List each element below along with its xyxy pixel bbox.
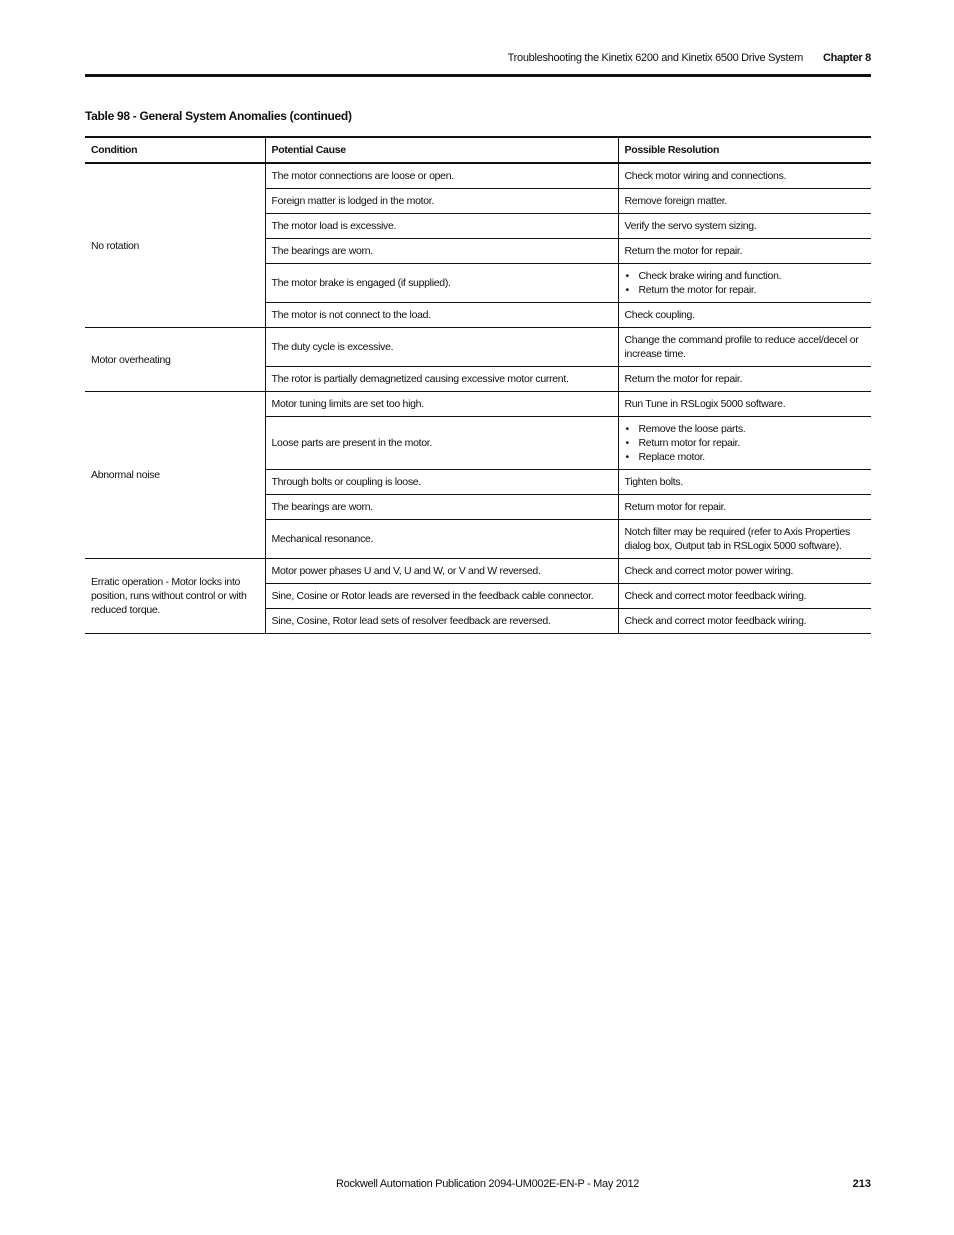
resolution-bullet-list xyxy=(625,422,866,464)
table-title: Table 98 - General System Anomalies (continued) xyxy=(85,109,352,123)
resolution-bullet: • Return the motor for repair. xyxy=(625,283,866,297)
cause-cell: The motor is not connect to the load. xyxy=(265,303,618,328)
anomalies-table xyxy=(85,136,871,634)
cause-cell: The bearings are worn. xyxy=(265,239,618,264)
table-row xyxy=(85,328,871,367)
resolution-bullet: • Return motor for repair. xyxy=(625,436,866,450)
resolution-cell: Check coupling. xyxy=(618,303,871,328)
page-number: 213 xyxy=(852,1178,871,1190)
resolution-cell: Check motor wiring and connections. xyxy=(618,163,871,189)
condition-cell: Erratic operation - Motor locks into position, runs without control or with reduced torque. xyxy=(85,559,265,634)
resolution-cell: Check and correct motor power wiring. xyxy=(618,559,871,584)
condition-cell: Motor overheating xyxy=(85,328,265,392)
header-chapter: Chapter 8 xyxy=(822,52,871,64)
resolution-bullet: • Replace motor. xyxy=(625,450,866,464)
cause-cell: Through bolts or coupling is loose. xyxy=(265,470,618,495)
cause-cell: Mechanical resonance. xyxy=(265,520,618,559)
cause-cell: The bearings are worn. xyxy=(265,495,618,520)
resolution-cell: Return the motor for repair. xyxy=(618,239,871,264)
resolution-cell: Check and correct motor feedback wiring. xyxy=(618,584,871,609)
resolution-cell: Return the motor for repair. xyxy=(618,367,871,392)
cause-cell: Loose parts are present in the motor. xyxy=(265,417,618,470)
cause-cell: Foreign matter is lodged in the motor. xyxy=(265,189,618,214)
cause-cell: Sine, Cosine or Rotor leads are reversed in the feedback cable connector. xyxy=(265,584,618,609)
column-header-cause: Potential Cause xyxy=(265,137,618,163)
table-header-row xyxy=(85,137,871,163)
running-header xyxy=(85,52,871,70)
column-header-resolution: Possible Resolution xyxy=(618,137,871,163)
footer-publication: Rockwell Automation Publication 2094-UM002E-EN-P - May 2012 xyxy=(336,1178,640,1190)
resolution-cell: Run Tune in RSLogix 5000 software. xyxy=(618,392,871,417)
cause-cell: The motor brake is engaged (if supplied). xyxy=(265,264,618,303)
resolution-bullet: • Remove the loose parts. xyxy=(625,422,866,436)
cause-cell: Motor tuning limits are set too high. xyxy=(265,392,618,417)
condition-cell: No rotation xyxy=(85,163,265,328)
resolution-cell: Check and correct motor feedback wiring. xyxy=(618,609,871,634)
resolution-cell xyxy=(618,417,871,470)
resolution-cell xyxy=(618,264,871,303)
resolution-cell: Remove foreign matter. xyxy=(618,189,871,214)
cause-cell: The rotor is partially demagnetized causing excessive motor current. xyxy=(265,367,618,392)
header-rule xyxy=(85,74,871,77)
cause-cell: Motor power phases U and V, U and W, or V and W reversed. xyxy=(265,559,618,584)
table-row xyxy=(85,559,871,584)
cause-cell: The duty cycle is excessive. xyxy=(265,328,618,367)
cause-cell: The motor load is excessive. xyxy=(265,214,618,239)
resolution-bullet-list xyxy=(625,269,866,297)
cause-cell: The motor connections are loose or open. xyxy=(265,163,618,189)
resolution-bullet: • Check brake wiring and function. xyxy=(625,269,866,283)
resolution-cell: Tighten bolts. xyxy=(618,470,871,495)
column-header-condition: Condition xyxy=(85,137,265,163)
resolution-cell: Notch filter may be required (refer to Axis Properties dialog box, Output tab in RSLogix 5000 software). xyxy=(618,520,871,559)
header-section-title: Troubleshooting the Kinetix 6200 and Kinetix 6500 Drive System xyxy=(507,52,803,64)
resolution-cell: Verify the servo system sizing. xyxy=(618,214,871,239)
cause-cell: Sine, Cosine, Rotor lead sets of resolver feedback are reversed. xyxy=(265,609,618,634)
resolution-cell: Return motor for repair. xyxy=(618,495,871,520)
resolution-cell: Change the command profile to reduce accel/decel or increase time. xyxy=(618,328,871,367)
table-row xyxy=(85,392,871,417)
table-row xyxy=(85,163,871,189)
condition-cell: Abnormal noise xyxy=(85,392,265,559)
